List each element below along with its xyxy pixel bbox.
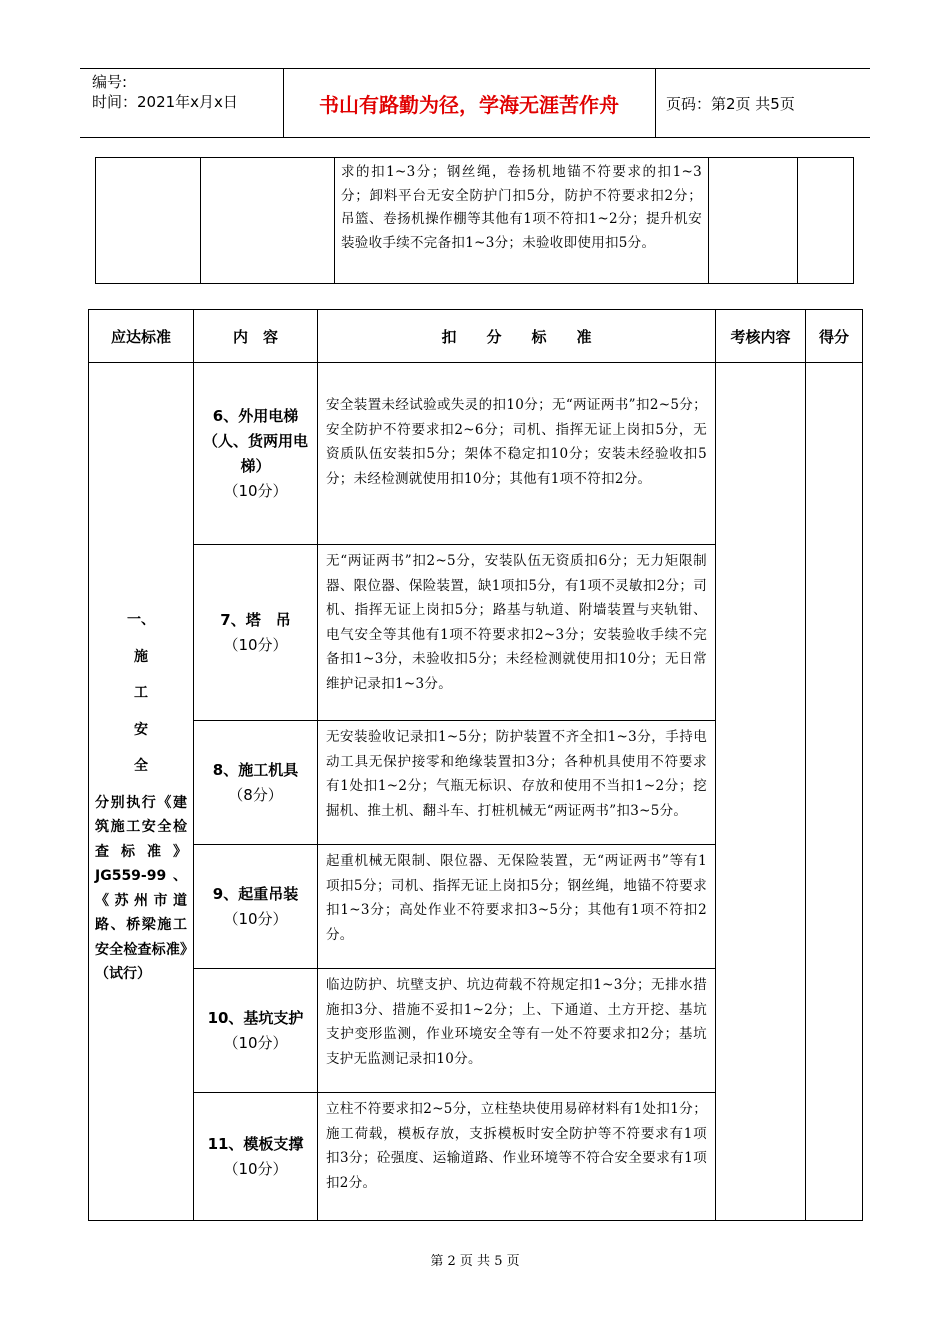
criteria-cell: 无安装验收记录扣1~5分；防护装置不齐全扣1~3分，手持电动工具无保护接零和绝缘装置扣3分；各种机具使用不符要求有1处扣1~2分；气瓶无标识、存放和使用不当扣1~2分；挖掘机、推土机、翻斗车、打桩机械无“两证两书”扣3~5分。 bbox=[318, 721, 716, 845]
time-label: 时间：2021年x月x日 bbox=[92, 93, 238, 111]
empty-cell bbox=[201, 158, 335, 284]
table-row bbox=[89, 363, 863, 545]
item-score: （10分） bbox=[223, 1159, 288, 1178]
item-cell bbox=[194, 1093, 318, 1221]
doc-meta bbox=[80, 69, 283, 137]
criteria-cell: 临边防护、坑壁支护、坑边荷载不符规定扣1~3分；无排水措施扣3分、措施不妥扣1~2分；上、下通道、土方开挖、基坑支护变形监测，作业环境安全等有一处不符要求扣2分；基坑支护无监测记录扣10分。 bbox=[318, 969, 716, 1093]
item-cell bbox=[194, 721, 318, 845]
empty-cell bbox=[798, 158, 854, 284]
motto: 书山有路勤为径，学海无涯苦作舟 bbox=[319, 92, 619, 117]
item-cell bbox=[194, 969, 318, 1093]
standard-cell bbox=[89, 363, 194, 1221]
page-label: 页码：第2页 共5页 bbox=[666, 94, 795, 113]
empty-cell bbox=[709, 158, 798, 284]
criteria-cell: 立柱不符要求扣2~5分，立柱垫块使用易碎材料有1处扣1分；施工荷载，模板存放，支拆模板时安全防护等不符要求有1项扣3分；砼强度、运输道路、作业环境等不符合安全要求有1项扣2分。 bbox=[318, 1093, 716, 1221]
item-cell bbox=[194, 545, 318, 721]
item-title: 7、塔 吊 bbox=[220, 610, 291, 629]
col-header-standard: 应达标准 bbox=[89, 310, 194, 363]
header-row bbox=[89, 310, 863, 363]
item-title: 11、模板支撑 bbox=[207, 1134, 304, 1153]
section-char: 施 bbox=[134, 648, 148, 665]
criteria-cell: 求的扣1~3分；钢丝绳，卷扬机地锚不符要求的扣1~3分；卸料平台无安全防护门扣5分，防护不符要求扣2分；吊篮、卷扬机操作棚等其他有1项不符扣1~2分；提升机安装验收手续不完备扣1~3分；未验收即使用扣5分。 bbox=[335, 158, 709, 284]
item-score: （10分） bbox=[223, 481, 288, 500]
item-score: （10分） bbox=[223, 635, 288, 654]
continuation-table bbox=[95, 157, 854, 284]
item-cell bbox=[194, 845, 318, 969]
page-header bbox=[80, 68, 870, 138]
item-cell bbox=[194, 363, 318, 545]
item-score: （10分） bbox=[223, 1033, 288, 1052]
item-title: 9、起重吊装 bbox=[212, 884, 299, 903]
col-header-score: 得分 bbox=[806, 310, 863, 363]
criteria-cell: 无“两证两书”扣2~5分，安装队伍无资质扣6分；无力矩限制器、限位器、保险装置，缺1项扣5分，有1项不灵敏扣2分；司机、指挥无证上岗扣5分；路基与轨道、附墙装置与夹轨钳、电气安全等其他有1项不符要求扣2~3分；安装验收手续不完备扣1~3分，未验收扣5分；未经检测就使用扣10分；无日常维护记录扣1~3分。 bbox=[318, 545, 716, 721]
empty-cell bbox=[96, 158, 201, 284]
item-title: 8、施工机具 bbox=[212, 760, 299, 779]
item-score: （10分） bbox=[223, 909, 288, 928]
col-header-check: 考核内容 bbox=[716, 310, 806, 363]
section-number: 一、 bbox=[127, 612, 155, 629]
item-title: 10、基坑支护 bbox=[207, 1008, 304, 1027]
section-char: 工 bbox=[134, 685, 148, 702]
inspection-table bbox=[88, 309, 863, 1221]
item-title: 6、外用电梯（人、货两用电梯） bbox=[202, 406, 308, 475]
section-char: 全 bbox=[134, 758, 148, 775]
criteria-cell: 安全装置未经试验或失灵的扣10分；无“两证两书”扣2~5分；安全防护不符要求扣2~6分；司机、指挥无证上岗扣5分，无资质队伍安装扣5分；架体不稳定扣10分；安装未经验收扣5分；未经检测就使用扣10分；其他有1项不符扣2分。 bbox=[318, 363, 716, 545]
item-score: （8分） bbox=[228, 785, 283, 804]
score-cell bbox=[806, 363, 863, 1221]
section-char: 安 bbox=[134, 721, 148, 738]
col-header-content: 内 容 bbox=[194, 310, 318, 363]
section-note: 分别执行《建筑施工安全检查标准》JG559-99、《苏州市道路、桥梁施工安全检查标准》（试行） bbox=[95, 794, 187, 983]
criteria-cell: 起重机械无限制、限位器、无保险装置，无“两证两书”等有1项扣5分；司机、指挥无证上岗扣5分；钢丝绳，地锚不符要求扣1~3分；高处作业不符要求扣3~5分；其他有1项不符扣2分。 bbox=[318, 845, 716, 969]
col-header-criteria: 扣 分 标 准 bbox=[318, 310, 716, 363]
number-label: 编号: bbox=[92, 73, 128, 91]
check-cell bbox=[716, 363, 806, 1221]
page-footer: 第 2 页 共 5 页 bbox=[430, 1254, 520, 1269]
